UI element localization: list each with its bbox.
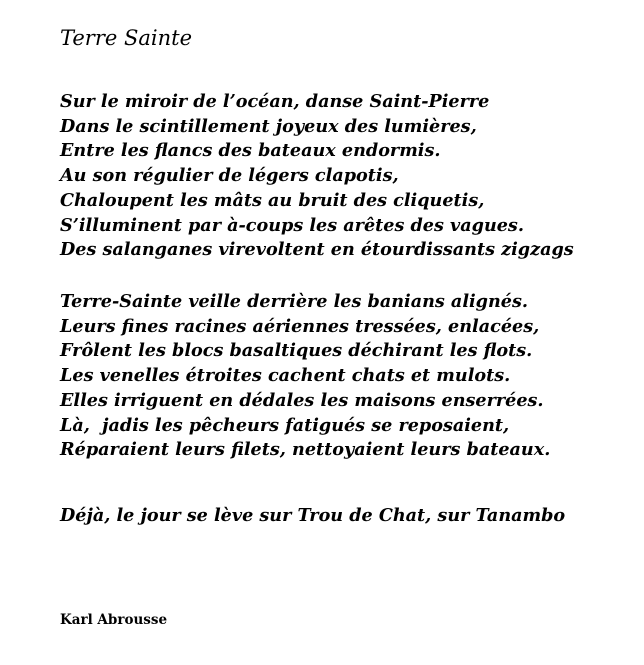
poem-line: Frôlent les blocs basaltiques déchirant les flots.	[60, 340, 533, 362]
stanza-2	[60, 290, 550, 463]
poem-line: Là, jadis les pêcheurs fatigués se reposaient,	[60, 414, 510, 436]
poem-line: Les venelles étroites cachent chats et mulots.	[60, 365, 511, 387]
poem-line: Elles irriguent en dédales les maisons enserrées.	[60, 389, 544, 411]
poem-line: Des salanganes virevoltent en étourdissants zigzags	[60, 239, 574, 261]
poem-title: Terre Sainte	[60, 26, 192, 50]
poem-line: Au son régulier de légers clapotis,	[60, 165, 399, 187]
poem-line: Entre les flancs des bateaux endormis.	[60, 140, 441, 162]
poem-line: S’illuminent par à-coups les arêtes des vagues.	[60, 214, 524, 236]
poem-line: Déjà, le jour se lève sur Trou de Chat, sur Tanambo	[60, 505, 566, 526]
poem-line: Leurs fines racines aériennes tressées, enlacées,	[60, 315, 540, 337]
poem-author: Karl Abrousse	[60, 612, 168, 628]
poem-line: Terre-Sainte veille derrière les banians alignés.	[60, 291, 529, 312]
poem-line: Dans le scintillement joyeux des lumières,	[60, 115, 477, 137]
poem-line: Sur le miroir de l’océan, danse Saint-Pierre	[60, 91, 490, 112]
stanza-1	[60, 90, 574, 263]
poem-line: Chaloupent les mâts au bruit des cliquetis,	[60, 189, 485, 211]
stanza-3	[60, 504, 565, 529]
poem-line: Réparaient leurs filets, nettoyaient leurs bateaux.	[60, 439, 551, 461]
